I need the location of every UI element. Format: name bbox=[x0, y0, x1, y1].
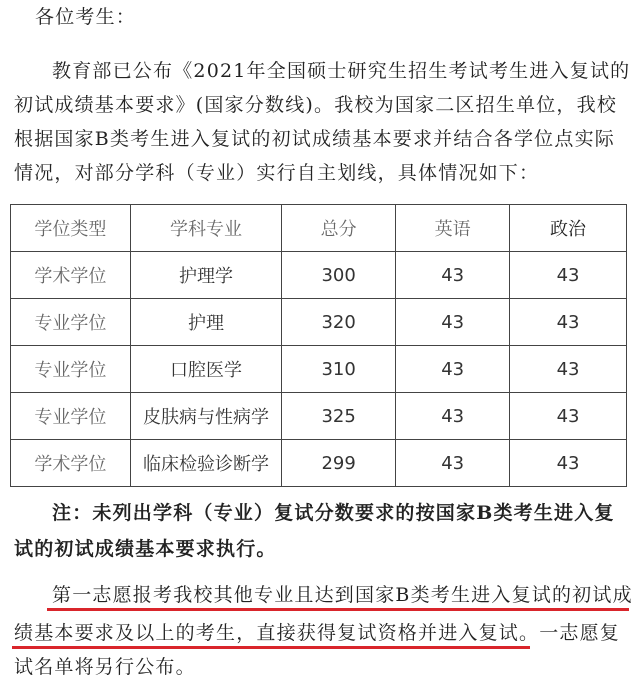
cell-english: 43 bbox=[396, 393, 510, 440]
cell-politics: 43 bbox=[510, 440, 627, 487]
cell-politics: 43 bbox=[510, 299, 627, 346]
score-table bbox=[10, 204, 627, 487]
cell-degree-type: 学术学位 bbox=[11, 440, 131, 487]
cell-english: 43 bbox=[396, 299, 510, 346]
header-politics: 政治 bbox=[510, 205, 627, 252]
closing-underline-2 bbox=[12, 646, 530, 649]
cell-politics: 43 bbox=[510, 393, 627, 440]
table-row bbox=[11, 299, 627, 346]
closing-line-2 bbox=[14, 620, 620, 646]
closing-line-2-rest: 一志愿复 bbox=[539, 622, 621, 644]
closing-line-1: 第一志愿报考我校其他专业且达到国家B类考生进入复试的初试成 bbox=[52, 584, 633, 606]
note-line-1: 注：未列出学科（专业）复试分数要求的按国家B类考生进入复 bbox=[52, 502, 615, 524]
table-header-row bbox=[11, 205, 627, 252]
closing-line-2-underlined: 绩基本要求及以上的考生，直接获得复试资格并进入复试。 bbox=[14, 622, 540, 644]
cell-total: 320 bbox=[282, 299, 396, 346]
cell-politics: 43 bbox=[510, 346, 627, 393]
greeting: 各位考生： bbox=[35, 6, 137, 28]
cell-english: 43 bbox=[396, 252, 510, 299]
cell-degree-type: 学术学位 bbox=[11, 252, 131, 299]
table-row bbox=[11, 252, 627, 299]
table-row bbox=[11, 440, 627, 487]
cell-english: 43 bbox=[396, 346, 510, 393]
closing-underline-1 bbox=[47, 608, 629, 611]
cell-total: 325 bbox=[282, 393, 396, 440]
cell-major: 护理学 bbox=[130, 252, 281, 299]
intro-line-4: 情况，对部分学科（专业）实行自主划线，具体情况如下： bbox=[14, 162, 540, 184]
table-row bbox=[11, 346, 627, 393]
cell-total: 310 bbox=[282, 346, 396, 393]
cell-total: 300 bbox=[282, 252, 396, 299]
intro-line-2: 初试成绩基本要求》(国家分数线)。我校为国家二区招生单位，我校 bbox=[14, 94, 618, 116]
cell-major: 皮肤病与性病学 bbox=[130, 393, 281, 440]
cell-major: 临床检验诊断学 bbox=[130, 440, 281, 487]
cell-degree-type: 专业学位 bbox=[11, 393, 131, 440]
cell-major: 护理 bbox=[130, 299, 281, 346]
cell-degree-type: 专业学位 bbox=[11, 346, 131, 393]
table-row bbox=[11, 393, 627, 440]
cell-major: 口腔医学 bbox=[130, 346, 281, 393]
cell-degree-type: 专业学位 bbox=[11, 299, 131, 346]
cell-politics: 43 bbox=[510, 252, 627, 299]
note-line-2: 试的初试成绩基本要求执行。 bbox=[14, 538, 277, 560]
intro-line-1: 教育部已公布《2021年全国硕士研究生招生考试考生进入复试的 bbox=[52, 60, 631, 82]
intro-line-3: 根据国家B类考生进入复试的初试成绩基本要求并结合各学位点实际 bbox=[14, 128, 615, 150]
closing-line-3: 试名单将另行公布。 bbox=[14, 656, 196, 678]
header-english: 英语 bbox=[396, 205, 510, 252]
header-total: 总分 bbox=[282, 205, 396, 252]
header-major: 学科专业 bbox=[130, 205, 281, 252]
cell-total: 299 bbox=[282, 440, 396, 487]
cell-english: 43 bbox=[396, 440, 510, 487]
header-degree-type: 学位类型 bbox=[11, 205, 131, 252]
